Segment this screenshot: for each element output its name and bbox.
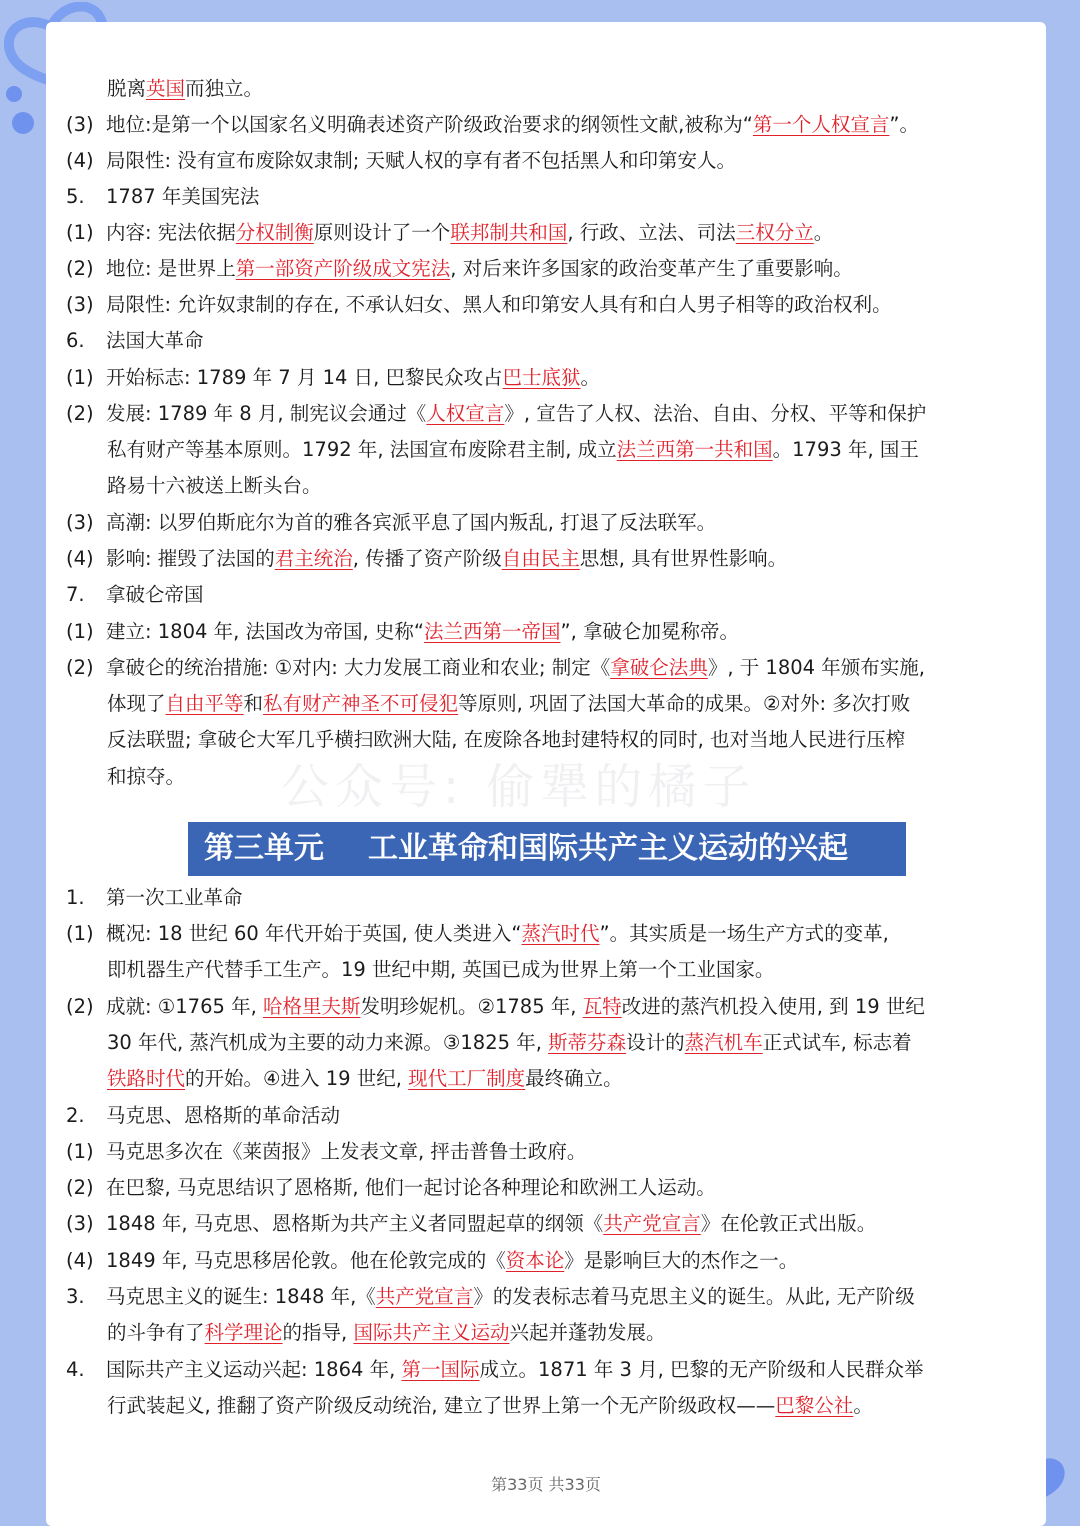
text-segment: , 对后来许多国家的政治变革产生了重要影响。 <box>450 257 853 280</box>
text-line <box>46 541 1046 577</box>
text-segment: 》是影响巨大的杰作之一。 <box>564 1249 799 1272</box>
text-segment: 建立: 1804 年, 法国改为帝国, 史称“ <box>106 620 424 643</box>
decor-dot <box>12 112 34 134</box>
line-text <box>106 989 925 1025</box>
text-segment: 成立。1871 年 3 月, 巴黎的无产阶级和人民群众举 <box>479 1358 924 1381</box>
text-line <box>46 952 1046 988</box>
text-segment: 。1793 年, 国王 <box>772 438 919 461</box>
text-segment: 》的发表标志着马克思主义的诞生。从此, 无产阶级 <box>473 1285 915 1308</box>
text-segment: 拿破仑帝国 <box>106 583 204 606</box>
line-text <box>107 686 910 722</box>
key-term: 共产党宣言 <box>603 1212 701 1235</box>
text-segment: 而独立。 <box>185 77 264 100</box>
watermark-text: 公众号: 偷犟的橘子 <box>281 759 757 815</box>
item-number: (2) <box>66 257 94 280</box>
text-line <box>46 722 1046 758</box>
text-segment: 马克思多次在《莱茵报》上发表文章, 抨击普鲁士政府。 <box>106 1140 587 1163</box>
text-segment: , 行政、立法、司法 <box>567 221 736 244</box>
text-segment: 原则设计了一个 <box>313 221 451 244</box>
line-text <box>106 251 853 287</box>
item-number: 5. <box>66 185 85 208</box>
text-line <box>46 468 1046 504</box>
text-line <box>46 432 1046 468</box>
text-segment: 国际共产主义运动兴起: 1864 年, <box>106 1358 402 1381</box>
line-text <box>106 179 259 215</box>
line-text <box>106 650 925 686</box>
text-line <box>46 505 1046 541</box>
line-text <box>107 722 905 758</box>
key-term: 国际共产主义运动 <box>353 1321 510 1344</box>
key-term: 法兰西第一共和国 <box>616 438 773 461</box>
line-text <box>107 1388 873 1424</box>
text-segment: 即机器生产代替手工生产。19 世纪中期, 英国已成为世界上第一个工业国家。 <box>107 958 775 981</box>
text-segment: 的斗争有了 <box>107 1321 205 1344</box>
text-line <box>46 287 1046 323</box>
text-segment: 私有财产等基本原则。1792 年, 法国宣布废除君主制, 成立 <box>107 438 617 461</box>
text-line <box>46 614 1046 650</box>
text-line <box>46 1243 1046 1279</box>
key-term: 哈格里夫斯 <box>262 995 361 1018</box>
text-segment: 最终确立。 <box>525 1067 623 1090</box>
text-segment: 设计的 <box>626 1031 685 1054</box>
item-number: 6. <box>66 329 85 352</box>
text-segment: 1848 年, 马克思、恩格斯为共产主义者同盟起草的纲领《 <box>106 1212 604 1235</box>
item-number: 4. <box>66 1358 85 1381</box>
text-segment: 。 <box>853 1394 873 1417</box>
text-segment: 兴起并蓬勃发展。 <box>509 1321 666 1344</box>
item-number: (2) <box>66 656 94 679</box>
line-text <box>106 107 919 143</box>
key-term: 拿破仑法典 <box>610 656 708 679</box>
text-segment: 第一次工业革命 <box>106 886 243 909</box>
line-text <box>106 1134 586 1170</box>
item-number: 1. <box>66 886 85 909</box>
key-term: 三权分立 <box>735 221 814 244</box>
text-segment: 行武装起义, 推翻了资产阶级反动统治, 建立了世界上第一个无产阶级政权—— <box>107 1394 776 1417</box>
text-segment: 等原则, 巩固了法国大革命的成果。②对外: 多次打败 <box>458 692 911 715</box>
text-line <box>46 577 1046 613</box>
text-segment: 影响: 摧毁了法国的 <box>106 547 275 570</box>
line-text <box>106 1243 798 1279</box>
key-term: 君主统治 <box>274 547 353 570</box>
key-term: 巴士底狱 <box>502 366 581 389</box>
line-text <box>106 360 600 396</box>
text-segment: 内容: 宪法依据 <box>106 221 236 244</box>
text-line <box>46 396 1046 432</box>
item-number: (1) <box>66 922 94 945</box>
item-number: (3) <box>66 293 94 316</box>
text-line <box>46 989 1046 1025</box>
line-text <box>106 323 204 359</box>
item-number: (4) <box>66 149 94 172</box>
section-unit-label: 第三单元 <box>204 831 324 866</box>
text-line <box>46 323 1046 359</box>
text-line <box>46 360 1046 396</box>
key-term: 铁路时代 <box>107 1067 186 1090</box>
text-line <box>46 215 1046 251</box>
line-text <box>107 432 919 468</box>
item-number: 2. <box>66 1104 85 1127</box>
text-segment: 局限性: 允许奴隶制的存在, 不承认妇女、黑人和印第安人具有和白人男子相等的政治权利。 <box>106 293 892 316</box>
line-text <box>106 143 736 179</box>
text-segment: 成就: ①1765 年, <box>106 995 263 1018</box>
text-line <box>46 686 1046 722</box>
text-line <box>46 1061 1046 1097</box>
text-segment: 反法联盟; 拿破仑大军几乎横扫欧洲大陆, 在废除各地封建特权的同时, 也对当地人民进行压榨 <box>107 728 906 751</box>
key-term: 现代工厂制度 <box>408 1067 526 1090</box>
text-segment: 的开始。④进入 19 世纪, <box>185 1067 409 1090</box>
text-line <box>46 916 1046 952</box>
section-title: 工业革命和国际共产主义运动的兴起 <box>368 831 848 866</box>
key-term: 蒸汽机车 <box>684 1031 763 1054</box>
item-number: (2) <box>66 1176 94 1199</box>
line-text <box>106 916 889 952</box>
line-text <box>107 71 263 107</box>
item-number: (1) <box>66 221 94 244</box>
line-text <box>106 287 892 323</box>
line-text <box>106 577 204 613</box>
text-line <box>46 1388 1046 1424</box>
line-text <box>106 215 833 251</box>
text-line <box>46 1315 1046 1351</box>
text-segment: 正式试车, 标志着 <box>762 1031 912 1054</box>
key-term: 瓦特 <box>582 995 622 1018</box>
key-term: 资本论 <box>505 1249 565 1272</box>
text-segment: 思想, 具有世界性影响。 <box>579 547 788 570</box>
page-footer: 第33页 共33页 <box>491 1475 601 1494</box>
text-segment: 马克思主义的诞生: 1848 年,《 <box>106 1285 376 1308</box>
line-text <box>106 541 787 577</box>
item-number: (3) <box>66 113 94 136</box>
text-segment: 。 <box>580 366 601 389</box>
key-term: 英国 <box>146 77 186 100</box>
text-line <box>46 1134 1046 1170</box>
text-line <box>46 107 1046 143</box>
line-text <box>106 614 739 650</box>
line-text <box>106 396 926 432</box>
text-segment: 和 <box>243 692 264 715</box>
text-line <box>46 1025 1046 1061</box>
key-term: 分权制衡 <box>235 221 314 244</box>
text-segment: 体现了 <box>107 692 166 715</box>
text-segment: ”。其实质是一场生产方式的变革, <box>599 922 889 945</box>
text-line <box>46 1170 1046 1206</box>
item-number: 3. <box>66 1285 85 1308</box>
text-segment: 发展: 1789 年 8 月, 制宪议会通过《 <box>106 402 427 425</box>
text-segment: 30 年代, 蒸汽机成为主要的动力来源。③1825 年, <box>107 1031 549 1054</box>
text-line <box>46 143 1046 179</box>
key-term: 第一国际 <box>401 1358 480 1381</box>
key-term: 斯蒂芬森 <box>548 1031 627 1054</box>
text-line <box>46 1206 1046 1242</box>
line-text <box>106 880 243 916</box>
text-segment: ”, 拿破仑加冕称帝。 <box>560 620 740 643</box>
item-number: (1) <box>66 366 94 389</box>
item-number: (3) <box>66 511 94 534</box>
text-line <box>46 179 1046 215</box>
line-text <box>106 1098 340 1134</box>
key-term: 科学理论 <box>204 1321 283 1344</box>
text-segment: 》, 宣告了人权、法治、自由、分权、平等和保护 <box>504 402 927 425</box>
text-segment: 局限性: 没有宣布废除奴隶制; 天赋人权的享有者不包括黑人和印第安人。 <box>106 149 737 172</box>
text-segment: 法国大革命 <box>106 329 204 352</box>
key-term: 私有财产神圣不可侵犯 <box>263 692 459 715</box>
text-line <box>46 1098 1046 1134</box>
text-segment: 和掠夺。 <box>107 765 186 788</box>
text-segment: 1849 年, 马克思移居伦敦。他在伦敦完成的《 <box>106 1249 506 1272</box>
text-segment: 1787 年美国宪法 <box>106 185 260 208</box>
text-segment: 的指导, <box>282 1321 354 1344</box>
document-page <box>46 22 1046 1526</box>
line-text <box>107 952 774 988</box>
key-term: 第一个人权宣言 <box>752 113 890 136</box>
key-term: 人权宣言 <box>426 402 505 425</box>
item-number: (4) <box>66 1249 94 1272</box>
line-text <box>106 505 716 541</box>
line-text <box>107 1025 912 1061</box>
text-segment: 改进的蒸汽机投入使用, 到 19 世纪 <box>621 995 925 1018</box>
key-term: 第一部资产阶级成文宪法 <box>235 257 451 280</box>
text-segment: 地位: 是世界上 <box>106 257 236 280</box>
text-segment: 发明珍妮机。②1785 年, <box>360 995 583 1018</box>
key-term: 自由平等 <box>165 692 244 715</box>
text-segment: 。 <box>813 221 834 244</box>
line-text <box>107 1061 623 1097</box>
text-segment: ”。 <box>889 113 919 136</box>
item-number: (1) <box>66 620 94 643</box>
section-banner <box>188 822 906 876</box>
line-text <box>106 1206 876 1242</box>
item-number: 7. <box>66 583 85 606</box>
item-number: (2) <box>66 402 94 425</box>
line-text <box>107 1315 665 1351</box>
text-segment: 高潮: 以罗伯斯庇尔为首的雅各宾派平息了国内叛乱, 打退了反法联军。 <box>106 511 717 534</box>
item-number: (1) <box>66 1140 94 1163</box>
text-line <box>46 880 1046 916</box>
text-line <box>46 1279 1046 1315</box>
text-segment: 概况: 18 世纪 60 年代开始于英国, 使人类进入“ <box>106 922 522 945</box>
key-term: 蒸汽时代 <box>521 922 600 945</box>
text-line <box>46 251 1046 287</box>
key-term: 法兰西第一帝国 <box>424 620 561 643</box>
item-number: (3) <box>66 1212 94 1235</box>
text-segment: 脱离 <box>107 77 147 100</box>
line-text <box>106 1170 716 1206</box>
text-segment: 在巴黎, 马克思结识了恩格斯, 他们一起讨论各种理论和欧洲工人运动。 <box>106 1176 716 1199</box>
text-segment: 地位:是第一个以国家名义明确表述资产阶级政治要求的纲领性文献,被称为“ <box>106 113 753 136</box>
line-text <box>106 1279 915 1315</box>
text-line <box>46 71 1046 107</box>
key-term: 自由民主 <box>501 547 580 570</box>
text-segment: 》, 于 1804 年颁布实施, <box>707 656 925 679</box>
key-term: 共产党宣言 <box>375 1285 474 1308</box>
text-segment: 开始标志: 1789 年 7 月 14 日, 巴黎民众攻占 <box>106 366 503 389</box>
text-segment: 路易十六被送上断头台。 <box>107 474 322 497</box>
text-line <box>46 1352 1046 1388</box>
text-segment: , 传播了资产阶级 <box>352 547 502 570</box>
text-segment: 拿破仑的统治措施: ①对内: 大力发展工商业和农业; 制定《 <box>106 656 611 679</box>
item-number: (4) <box>66 547 94 570</box>
key-term: 巴黎公社 <box>775 1394 854 1417</box>
line-text <box>106 1352 924 1388</box>
text-segment: 马克思、恩格斯的革命活动 <box>106 1104 341 1127</box>
key-term: 联邦制共和国 <box>450 221 568 244</box>
text-line <box>46 759 1046 795</box>
text-segment: 》在伦敦正式出版。 <box>700 1212 877 1235</box>
decor-dot <box>6 86 22 102</box>
text-line <box>46 650 1046 686</box>
item-number: (2) <box>66 995 94 1018</box>
line-text <box>107 759 185 795</box>
line-text <box>107 468 322 504</box>
